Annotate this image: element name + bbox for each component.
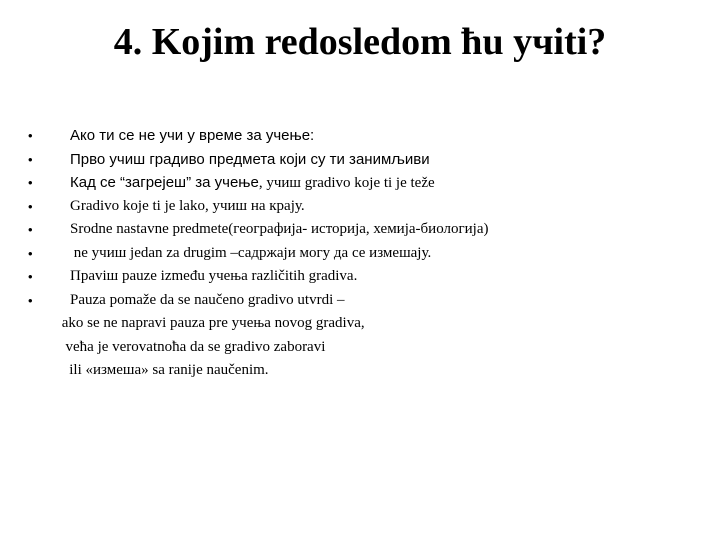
bullet-icon: • — [28, 151, 33, 167]
bullet-text: Праviш pauze između учења različitih gradiva. — [70, 268, 358, 284]
bullet-list — [28, 124, 708, 312]
bullet-icon: • — [28, 222, 33, 237]
bullet-text — [70, 171, 435, 196]
bullet-text: Ако ти се не учи у време за учење: — [70, 127, 315, 144]
bullet-item — [28, 124, 708, 148]
bullet-text-part: , учиш gradivo koje ti je teže — [258, 175, 435, 191]
bullet-icon: • — [28, 198, 33, 214]
bullet-item — [28, 218, 708, 242]
slide-title: 4. Kojim redosledom ћu учiti? — [113, 21, 607, 63]
bullet-text: Srodne nastavne predmete(географија- историја, хемија-биологија) — [70, 221, 489, 237]
bullet-item — [28, 195, 708, 219]
continuation-line: ako se ne napravi pauza pre учења novog gradiva, — [58, 315, 365, 331]
bullet-item — [28, 265, 708, 289]
bullet-text: Прво учиш градиво предмета који су ти занимљиви — [70, 150, 430, 168]
bullet-item — [28, 148, 708, 172]
continuation-line: ili «измеша» sa ranije naučenim. — [58, 362, 269, 378]
bullet-item — [28, 242, 708, 266]
bullet-icon: • — [28, 175, 33, 190]
bullet-text-part: Кад се “загрејеш” за учење — [70, 174, 259, 191]
bullet-icon: • — [28, 269, 33, 284]
slide-content — [28, 124, 708, 383]
bullet-text: Gradivo koje ti je lako, учиш на крају. — [70, 197, 305, 214]
bullet-icon: • — [28, 245, 33, 261]
bullet-item — [28, 171, 708, 195]
bullet-icon: • — [28, 292, 33, 308]
bullet-text: Pauza pomaže da se naučeno gradivo utvrdi – — [70, 291, 345, 308]
continuation-line: veћa je verovatnoћa da se gradivo zaboravi — [58, 338, 326, 355]
bullet-item — [28, 289, 708, 313]
bullet-text: ne учиш jedan za drugim –садржаји могу да се измешају. — [70, 244, 432, 261]
bullet-icon: • — [28, 128, 33, 143]
